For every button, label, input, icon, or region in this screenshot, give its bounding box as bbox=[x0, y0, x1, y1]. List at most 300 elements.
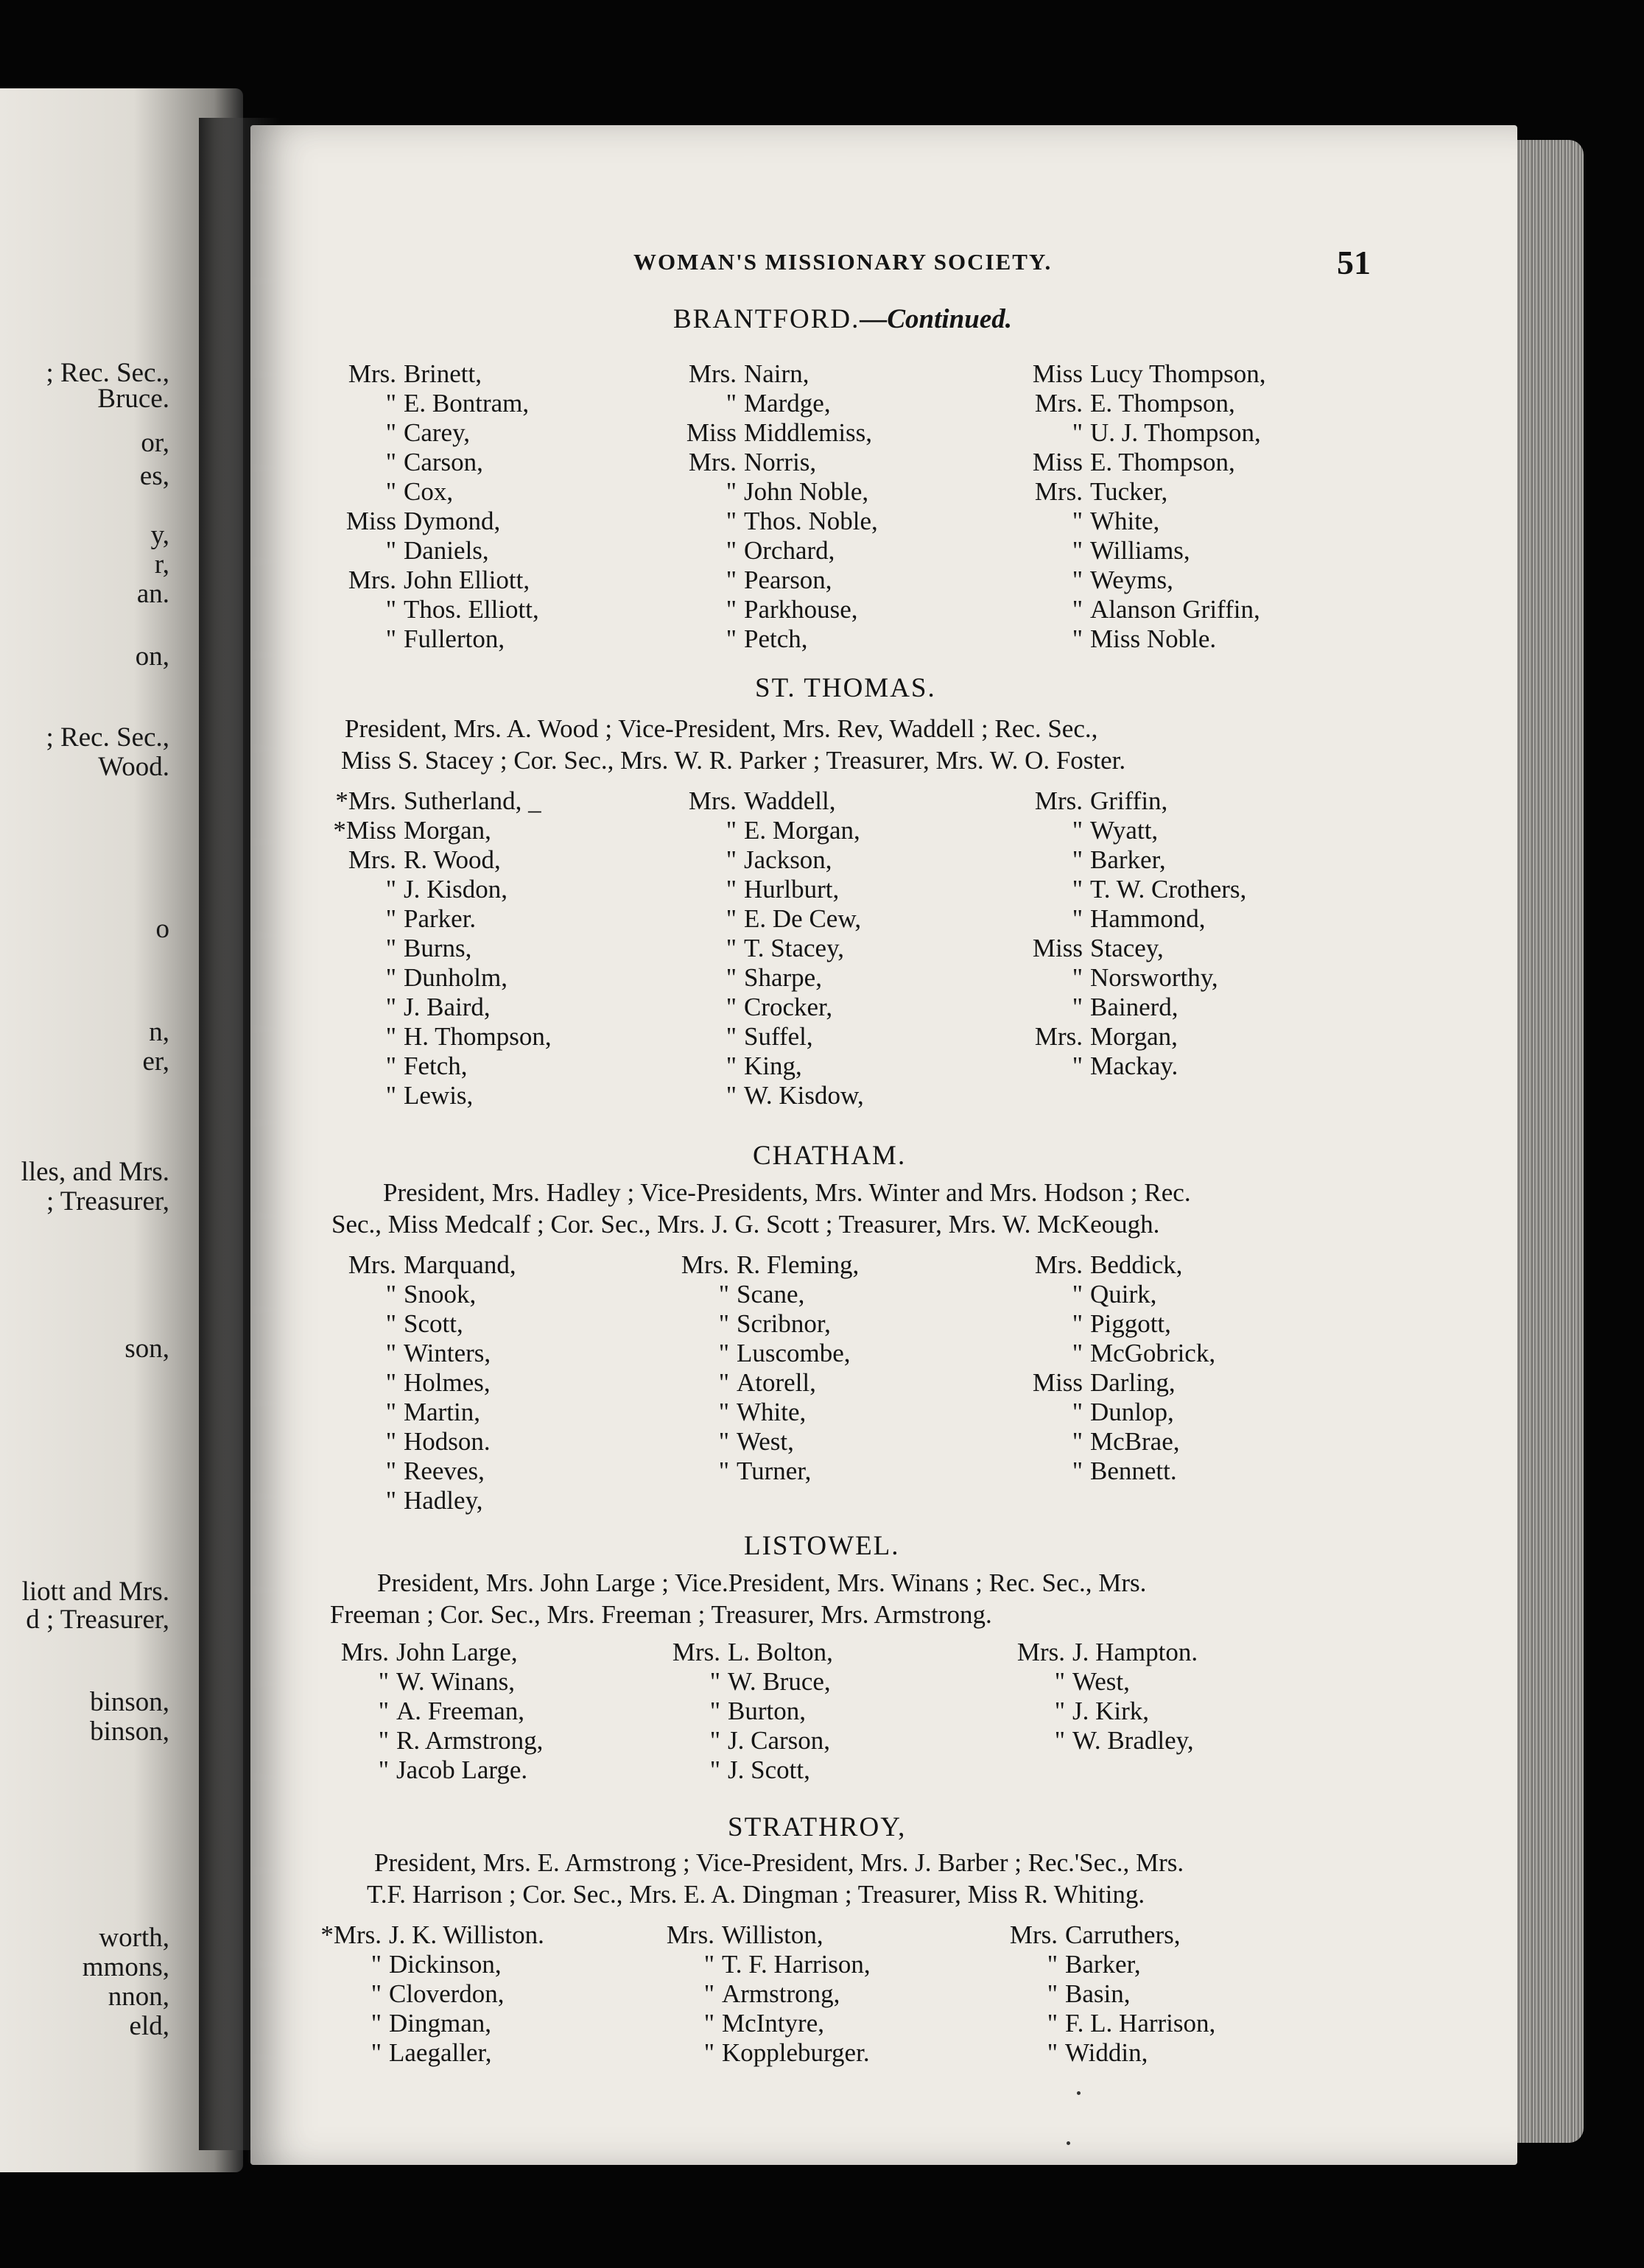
member-entry bbox=[663, 1339, 859, 1368]
member-title: " bbox=[378, 1697, 389, 1725]
member-title: " bbox=[726, 389, 737, 418]
member-name: Carruthers, bbox=[1065, 1920, 1181, 1949]
member-entry bbox=[648, 1950, 871, 1979]
member-name: J. Kisdon, bbox=[404, 875, 507, 904]
member-entry bbox=[670, 816, 864, 845]
member-title: " bbox=[385, 624, 396, 653]
member-name: Winters, bbox=[404, 1339, 491, 1367]
member-title: " bbox=[385, 904, 396, 933]
member-name: J. Kirk, bbox=[1072, 1697, 1150, 1725]
listowel-column-1 bbox=[323, 1638, 543, 1785]
member-title: Miss bbox=[1032, 1368, 1083, 1397]
member-name: Marquand, bbox=[404, 1250, 516, 1279]
member-name: Brinett, bbox=[404, 359, 482, 388]
member-entry bbox=[670, 624, 878, 654]
member-title: " bbox=[726, 507, 737, 535]
officers-line: Miss S. Stacey ; Cor. Sec., Mrs. W. R. Parker ; Treasurer, Mrs. W. O. Foster. bbox=[341, 746, 1126, 775]
member-entry bbox=[670, 595, 878, 624]
member-title: " bbox=[726, 904, 737, 933]
member-name: Williams, bbox=[1090, 536, 1190, 565]
member-name: McIntyre, bbox=[722, 2009, 824, 2038]
member-title: " bbox=[726, 845, 737, 874]
member-title: " bbox=[385, 595, 396, 624]
officers-line: Sec., Miss Medcalf ; Cor. Sec., Mrs. J. G. Scott ; Treasurer, Mrs. W. McKeough. bbox=[331, 1210, 1160, 1239]
member-name: Fetch, bbox=[404, 1052, 468, 1080]
member-entry bbox=[1016, 993, 1246, 1022]
member-entry bbox=[991, 2009, 1215, 2038]
member-title: " bbox=[703, 1979, 714, 2008]
member-title: " bbox=[726, 536, 737, 565]
member-title: Mrs. bbox=[348, 359, 396, 388]
st-thomas-column-1 bbox=[330, 786, 552, 1110]
member-entry bbox=[1016, 786, 1246, 816]
member-name: Carson, bbox=[404, 448, 483, 476]
brantford-column-3 bbox=[1016, 359, 1266, 654]
member-name: Miss Noble. bbox=[1090, 624, 1217, 653]
member-entry bbox=[315, 1979, 544, 2009]
member-title: " bbox=[1072, 624, 1083, 653]
member-name: Darling, bbox=[1090, 1368, 1176, 1397]
member-name: Sharpe, bbox=[744, 963, 822, 992]
member-title: " bbox=[378, 1667, 389, 1696]
heading-text: BRANTFORD. bbox=[673, 304, 860, 334]
member-name: H. Thompson, bbox=[404, 1022, 552, 1051]
member-title: " bbox=[726, 934, 737, 962]
st-thomas-column-2 bbox=[670, 786, 864, 1110]
member-name: Mardge, bbox=[744, 389, 831, 418]
running-header: WOMAN'S MISSIONARY SOCIETY. bbox=[633, 249, 1053, 275]
member-title: " bbox=[718, 1427, 729, 1456]
member-title: Mrs. bbox=[1034, 1022, 1083, 1051]
member-name: R. Armstrong, bbox=[396, 1726, 544, 1755]
member-entry bbox=[323, 1755, 543, 1785]
member-title: Mrs. bbox=[1034, 786, 1083, 815]
member-name: Reeves, bbox=[404, 1457, 485, 1485]
left-page-line: nnon, bbox=[108, 1982, 169, 2012]
member-entry bbox=[330, 1427, 516, 1457]
member-title: " bbox=[1072, 1280, 1083, 1309]
member-name: Hammond, bbox=[1090, 904, 1206, 933]
member-entry bbox=[1016, 448, 1266, 477]
member-title: Mrs. bbox=[1009, 1920, 1058, 1949]
member-name: Weyms, bbox=[1090, 566, 1173, 594]
member-name: Barker, bbox=[1090, 845, 1166, 874]
st-thomas-column-3 bbox=[1016, 786, 1246, 1081]
member-name: W. Kisdow, bbox=[744, 1081, 864, 1110]
member-entry bbox=[330, 507, 539, 536]
member-entry bbox=[323, 1667, 543, 1697]
member-name: E. Thompson, bbox=[1090, 389, 1235, 418]
member-title: " bbox=[718, 1339, 729, 1367]
member-name: Koppleburger. bbox=[722, 2038, 870, 2067]
chatham-column-3 bbox=[1016, 1250, 1215, 1486]
member-title: Mrs. bbox=[348, 845, 396, 874]
member-entry bbox=[1016, 477, 1266, 507]
member-entry bbox=[1016, 1368, 1215, 1398]
member-title: " bbox=[1072, 993, 1083, 1021]
member-name: Griffin, bbox=[1090, 786, 1168, 815]
member-name: King, bbox=[744, 1052, 802, 1080]
left-page-line: on, bbox=[135, 641, 169, 672]
left-page-line: ; Rec. Sec., bbox=[46, 722, 169, 753]
member-name: W. Bradley, bbox=[1072, 1726, 1194, 1755]
member-title: " bbox=[370, 1950, 382, 1979]
member-name: Scribnor, bbox=[737, 1309, 831, 1338]
member-title: " bbox=[718, 1280, 729, 1309]
chatham-officers bbox=[331, 1177, 1191, 1240]
member-title: *Mrs. bbox=[335, 786, 396, 815]
member-title: " bbox=[709, 1755, 720, 1784]
strathroy-column-2 bbox=[648, 1920, 871, 2068]
member-name: Quirk, bbox=[1090, 1280, 1157, 1309]
member-name: Luscombe, bbox=[737, 1339, 851, 1367]
left-page-line: or, bbox=[141, 428, 169, 458]
member-entry bbox=[315, 2009, 544, 2038]
member-name: Hadley, bbox=[404, 1486, 483, 1515]
member-entry bbox=[999, 1726, 1198, 1755]
member-title: " bbox=[726, 566, 737, 594]
member-entry bbox=[330, 845, 552, 875]
member-entry bbox=[1016, 1022, 1246, 1052]
chatham-column-1 bbox=[330, 1250, 516, 1515]
member-entry bbox=[1016, 418, 1266, 448]
ink-speck bbox=[1077, 2091, 1081, 2095]
member-name: Barker, bbox=[1065, 1950, 1141, 1979]
member-name: Turner, bbox=[737, 1457, 812, 1485]
member-name: Waddell, bbox=[744, 786, 836, 815]
member-entry bbox=[663, 1427, 859, 1457]
member-name: Morgan, bbox=[404, 816, 491, 845]
member-title: " bbox=[385, 418, 396, 447]
member-name: Lewis, bbox=[404, 1081, 474, 1110]
member-title: " bbox=[385, 993, 396, 1021]
left-page-line: n, bbox=[149, 1017, 169, 1047]
member-title: Mrs. bbox=[681, 1250, 729, 1279]
member-name: J. K. Williston. bbox=[389, 1920, 544, 1949]
left-page-line: r, bbox=[154, 549, 169, 580]
member-entry bbox=[315, 1950, 544, 1979]
member-entry bbox=[330, 1398, 516, 1427]
member-entry bbox=[1016, 507, 1266, 536]
member-name: T. F. Harrison, bbox=[722, 1950, 871, 1979]
left-page-line: ; Treasurer, bbox=[46, 1186, 169, 1216]
member-name: Hurlburt, bbox=[744, 875, 840, 904]
member-title: " bbox=[385, 1486, 396, 1515]
st-thomas-officers bbox=[341, 713, 1126, 776]
member-name: Bennett. bbox=[1090, 1457, 1177, 1485]
member-entry bbox=[670, 1081, 864, 1110]
member-title: " bbox=[726, 477, 737, 506]
member-name: Martin, bbox=[404, 1398, 481, 1426]
section-heading-st-thomas: ST. THOMAS. bbox=[755, 673, 936, 703]
member-name: Laegaller, bbox=[389, 2038, 492, 2067]
member-title: " bbox=[385, 1368, 396, 1397]
member-name: J. Baird, bbox=[404, 993, 491, 1021]
member-title: " bbox=[1054, 1667, 1065, 1696]
member-name: T. Stacey, bbox=[744, 934, 845, 962]
left-page-line: es, bbox=[139, 461, 169, 491]
member-name: Thos. Elliott, bbox=[404, 595, 539, 624]
member-entry bbox=[330, 1022, 552, 1052]
member-entry bbox=[330, 993, 552, 1022]
member-title: Mrs. bbox=[1016, 1638, 1065, 1666]
member-title: Mrs. bbox=[688, 448, 737, 476]
member-name: Burton, bbox=[728, 1697, 806, 1725]
left-page-line: y, bbox=[150, 520, 169, 550]
member-title: Mrs. bbox=[348, 566, 396, 594]
page-number: 51 bbox=[1337, 244, 1371, 281]
member-entry bbox=[670, 845, 864, 875]
member-title: " bbox=[385, 1427, 396, 1456]
member-title: Mrs. bbox=[340, 1638, 389, 1666]
member-entry bbox=[670, 963, 864, 993]
member-title: " bbox=[718, 1398, 729, 1426]
member-title: " bbox=[703, 2038, 714, 2067]
member-entry bbox=[330, 1309, 516, 1339]
member-name: Sutherland, _ bbox=[404, 786, 541, 815]
member-title: " bbox=[1054, 1697, 1065, 1725]
left-page-line: er, bbox=[142, 1046, 169, 1077]
member-entry bbox=[1016, 1280, 1215, 1309]
member-entry bbox=[670, 993, 864, 1022]
member-name: Lucy Thompson, bbox=[1090, 359, 1266, 388]
member-entry bbox=[648, 2038, 871, 2068]
member-entry bbox=[1016, 389, 1266, 418]
member-entry bbox=[654, 1638, 833, 1667]
member-name: Thos. Noble, bbox=[744, 507, 878, 535]
member-name: Cox, bbox=[404, 477, 454, 506]
member-title: Mrs. bbox=[1034, 1250, 1083, 1279]
member-title: " bbox=[718, 1309, 729, 1338]
member-name: Wyatt, bbox=[1090, 816, 1159, 845]
member-title: " bbox=[1047, 2038, 1058, 2067]
member-entry bbox=[1016, 624, 1266, 654]
member-name: Alanson Griffin, bbox=[1090, 595, 1260, 624]
member-entry bbox=[999, 1667, 1198, 1697]
officers-line: President, Mrs. E. Armstrong ; Vice-President, Mrs. J. Barber ; Rec.'Sec., Mrs. bbox=[374, 1848, 1184, 1877]
member-title: " bbox=[709, 1697, 720, 1725]
member-entry bbox=[330, 477, 539, 507]
member-entry bbox=[1016, 359, 1266, 389]
member-title: " bbox=[385, 536, 396, 565]
member-entry bbox=[648, 2009, 871, 2038]
member-title: " bbox=[385, 963, 396, 992]
member-name: West, bbox=[1072, 1667, 1130, 1696]
member-entry bbox=[330, 816, 552, 845]
member-title: " bbox=[1072, 963, 1083, 992]
member-entry bbox=[999, 1697, 1198, 1726]
strathroy-officers bbox=[367, 1847, 1184, 1910]
member-entry bbox=[670, 359, 878, 389]
member-entry bbox=[663, 1457, 859, 1486]
member-entry bbox=[663, 1309, 859, 1339]
member-name: Scott, bbox=[404, 1309, 463, 1338]
member-name: J. Hampton. bbox=[1072, 1638, 1198, 1666]
member-title: *Mrs. bbox=[320, 1920, 382, 1949]
member-entry bbox=[1016, 816, 1246, 845]
member-entry bbox=[663, 1398, 859, 1427]
officers-line: T.F. Harrison ; Cor. Sec., Mrs. E. A. Dingman ; Treasurer, Miss R. Whiting. bbox=[367, 1880, 1145, 1909]
member-title: " bbox=[726, 875, 737, 904]
member-name: Basin, bbox=[1065, 1979, 1131, 2008]
member-entry bbox=[1016, 875, 1246, 904]
member-name: Pearson, bbox=[744, 566, 832, 594]
left-page-line: son, bbox=[124, 1334, 169, 1364]
member-title: " bbox=[1072, 1339, 1083, 1367]
member-name: Dymond, bbox=[404, 507, 501, 535]
left-page-line: mmons, bbox=[82, 1952, 169, 1982]
left-page-line: d ; Treasurer, bbox=[26, 1605, 169, 1635]
member-entry bbox=[330, 1486, 516, 1515]
member-name: A. Freeman, bbox=[396, 1697, 524, 1725]
member-title: " bbox=[703, 2009, 714, 2038]
member-title: Mrs. bbox=[1034, 477, 1083, 506]
member-name: Middlemiss, bbox=[744, 418, 873, 447]
member-title: " bbox=[385, 875, 396, 904]
member-title: " bbox=[1072, 507, 1083, 535]
member-name: Norris, bbox=[744, 448, 817, 476]
member-title: " bbox=[1072, 418, 1083, 447]
member-entry bbox=[670, 418, 878, 448]
member-title: " bbox=[370, 2038, 382, 2067]
member-title: " bbox=[385, 389, 396, 418]
member-name: Petch, bbox=[744, 624, 808, 653]
continued-label: —Continued. bbox=[860, 304, 1013, 334]
left-page-line: an. bbox=[136, 579, 169, 609]
member-name: Burns, bbox=[404, 934, 472, 962]
member-title: " bbox=[370, 1979, 382, 2008]
member-title: " bbox=[726, 624, 737, 653]
member-title: Miss bbox=[1032, 934, 1083, 962]
member-title: " bbox=[1072, 1427, 1083, 1456]
member-title: " bbox=[385, 448, 396, 476]
left-page-line: binson, bbox=[90, 1687, 169, 1717]
member-name: Dickinson, bbox=[389, 1950, 502, 1979]
member-name: Crocker, bbox=[744, 993, 833, 1021]
strathroy-column-3 bbox=[991, 1920, 1215, 2068]
member-name: Norsworthy, bbox=[1090, 963, 1218, 992]
member-title: " bbox=[1072, 904, 1083, 933]
member-title: " bbox=[1072, 816, 1083, 845]
member-name: John Elliott, bbox=[404, 566, 530, 594]
member-title: " bbox=[726, 595, 737, 624]
member-entry bbox=[663, 1368, 859, 1398]
member-name: Williston, bbox=[722, 1920, 823, 1949]
member-entry bbox=[323, 1697, 543, 1726]
member-name: L. Bolton, bbox=[728, 1638, 833, 1666]
member-entry bbox=[663, 1280, 859, 1309]
member-entry bbox=[670, 904, 864, 934]
member-title: " bbox=[1072, 845, 1083, 874]
member-entry bbox=[1016, 1398, 1215, 1427]
member-entry bbox=[654, 1755, 833, 1785]
member-entry bbox=[1016, 1427, 1215, 1457]
member-name: Beddick, bbox=[1090, 1250, 1183, 1279]
member-title: " bbox=[385, 1280, 396, 1309]
member-title: " bbox=[709, 1726, 720, 1755]
member-entry bbox=[330, 934, 552, 963]
member-title: " bbox=[385, 1052, 396, 1080]
member-entry bbox=[654, 1726, 833, 1755]
member-name: Dunlop, bbox=[1090, 1398, 1174, 1426]
left-page-line: binson, bbox=[90, 1716, 169, 1747]
member-entry bbox=[670, 566, 878, 595]
left-page-line: worth, bbox=[99, 1923, 169, 1953]
member-name: McBrae, bbox=[1090, 1427, 1180, 1456]
member-name: W. Bruce, bbox=[728, 1667, 831, 1696]
member-name: Suffel, bbox=[744, 1022, 813, 1051]
member-entry bbox=[330, 786, 552, 816]
member-title: " bbox=[1054, 1726, 1065, 1755]
member-entry bbox=[1016, 963, 1246, 993]
member-name: John Noble, bbox=[744, 477, 869, 506]
member-name: R. Wood, bbox=[404, 845, 501, 874]
member-entry bbox=[991, 1920, 1215, 1950]
member-name: Holmes, bbox=[404, 1368, 491, 1397]
member-entry bbox=[1016, 904, 1246, 934]
member-title: Mrs. bbox=[1034, 389, 1083, 418]
member-title: " bbox=[1047, 1979, 1058, 2008]
member-name: E. Bontram, bbox=[404, 389, 530, 418]
officers-line: President, Mrs. A. Wood ; Vice-President, Mrs. Rev, Waddell ; Rec. Sec., bbox=[345, 714, 1098, 743]
member-entry bbox=[315, 1920, 544, 1950]
listowel-officers bbox=[330, 1567, 1147, 1630]
member-entry bbox=[330, 1339, 516, 1368]
member-entry bbox=[670, 1052, 864, 1081]
member-name: Mackay. bbox=[1090, 1052, 1178, 1080]
member-title: " bbox=[385, 1457, 396, 1485]
officers-line: President, Mrs. Hadley ; Vice-Presidents, Mrs. Winter and Mrs. Hodson ; Rec. bbox=[383, 1178, 1191, 1207]
member-title: " bbox=[378, 1755, 389, 1784]
member-title: Mrs. bbox=[688, 786, 737, 815]
member-name: T. W. Crothers, bbox=[1090, 875, 1247, 904]
member-entry bbox=[1016, 845, 1246, 875]
member-name: R. Fleming, bbox=[737, 1250, 860, 1279]
member-name: White, bbox=[1090, 507, 1160, 535]
member-entry bbox=[330, 1280, 516, 1309]
member-title: " bbox=[709, 1667, 720, 1696]
member-name: J. Scott, bbox=[728, 1755, 810, 1784]
member-name: John Large, bbox=[396, 1638, 518, 1666]
strathroy-column-1 bbox=[315, 1920, 544, 2068]
member-title: " bbox=[1072, 875, 1083, 904]
member-entry bbox=[330, 1052, 552, 1081]
left-page-line: liott and Mrs. bbox=[21, 1577, 169, 1607]
section-heading-listowel: LISTOWEL. bbox=[744, 1531, 900, 1561]
member-name: White, bbox=[737, 1398, 807, 1426]
member-title: Miss bbox=[1032, 448, 1083, 476]
member-entry bbox=[670, 536, 878, 566]
member-entry bbox=[663, 1250, 859, 1280]
member-entry bbox=[1016, 595, 1266, 624]
member-title: " bbox=[718, 1368, 729, 1397]
member-entry bbox=[330, 963, 552, 993]
member-entry bbox=[670, 477, 878, 507]
member-title: " bbox=[726, 1052, 737, 1080]
member-name: Daniels, bbox=[404, 536, 489, 565]
member-title: " bbox=[385, 1309, 396, 1338]
member-title: Mrs. bbox=[348, 1250, 396, 1279]
member-entry bbox=[1016, 1457, 1215, 1486]
member-entry bbox=[330, 1368, 516, 1398]
member-name: Cloverdon, bbox=[389, 1979, 505, 2008]
member-title: " bbox=[1072, 1398, 1083, 1426]
member-entry bbox=[330, 536, 539, 566]
listowel-column-3 bbox=[999, 1638, 1198, 1755]
member-entry bbox=[330, 566, 539, 595]
left-page-line: eld, bbox=[129, 2011, 169, 2041]
member-title: " bbox=[1072, 1309, 1083, 1338]
